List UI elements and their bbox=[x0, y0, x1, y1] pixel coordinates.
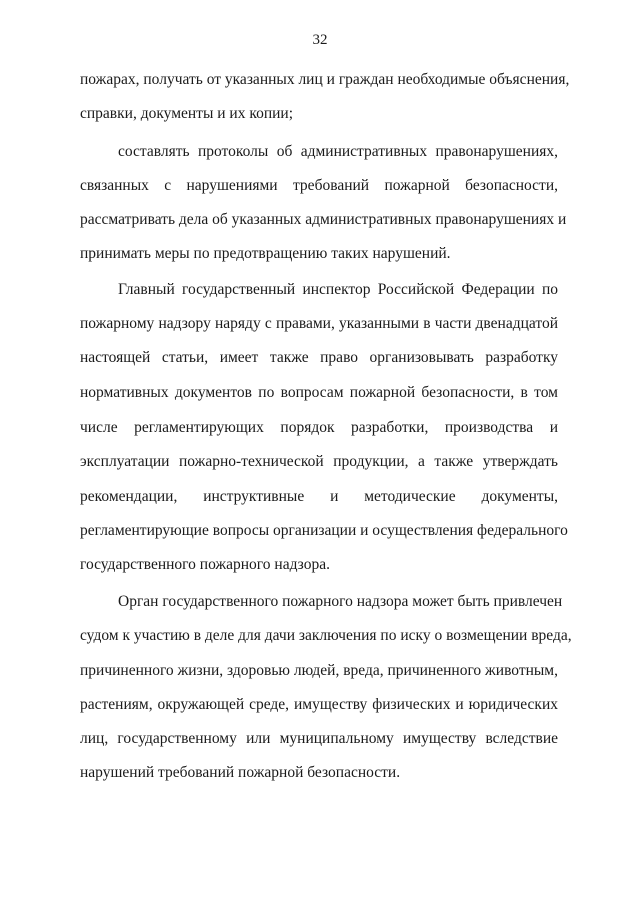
text-line: Главный государственный инспектор Российской Федерации по bbox=[118, 281, 558, 298]
text-line: государственного пожарного надзора. bbox=[80, 556, 330, 573]
text-line: связанных с нарушениями требований пожарной безопасности, bbox=[80, 177, 558, 194]
text-line: причиненного жизни, здоровью людей, вреда, причиненного животным, bbox=[80, 662, 558, 679]
text-line: пожарному надзору наряду с правами, указанными в части двенадцатой bbox=[80, 315, 558, 332]
text-line: рассматривать дела об указанных административных правонарушениях и bbox=[80, 211, 567, 228]
text-line: принимать меры по предотвращению таких нарушений. bbox=[80, 245, 451, 262]
page-number: 32 bbox=[312, 32, 328, 48]
text-line: нормативных документов по вопросам пожарной безопасности, в том bbox=[80, 384, 558, 401]
text-line: нарушений требований пожарной безопасности. bbox=[80, 764, 401, 781]
text-line: настоящей статьи, имеет также право организовывать разработку bbox=[80, 349, 558, 366]
text-line: Орган государственного пожарного надзора может быть привлечен bbox=[118, 593, 563, 610]
text-line: лиц, государственному или муниципальному имуществу вследствие bbox=[80, 730, 558, 747]
text-line: составлять протоколы об административных правонарушениях, bbox=[118, 143, 558, 160]
text-line: регламентирующие вопросы организации и осуществления федерального bbox=[80, 522, 568, 539]
text-line: эксплуатации пожарно-технической продукции, а также утверждать bbox=[80, 453, 558, 470]
text-line: справки, документы и их копии; bbox=[80, 105, 294, 122]
text-line: рекомендации, инструктивные и методические документы, bbox=[80, 488, 558, 505]
text-line: числе регламентирующих порядок разработки, производства и bbox=[80, 419, 558, 436]
text-line: пожарах, получать от указанных лиц и граждан необходимые объяснения, bbox=[80, 71, 570, 88]
text-line: растениям, окружающей среде, имуществу физических и юридических bbox=[80, 696, 558, 713]
text-line: судом к участию в деле для дачи заключения по иску о возмещении вреда, bbox=[80, 627, 572, 644]
